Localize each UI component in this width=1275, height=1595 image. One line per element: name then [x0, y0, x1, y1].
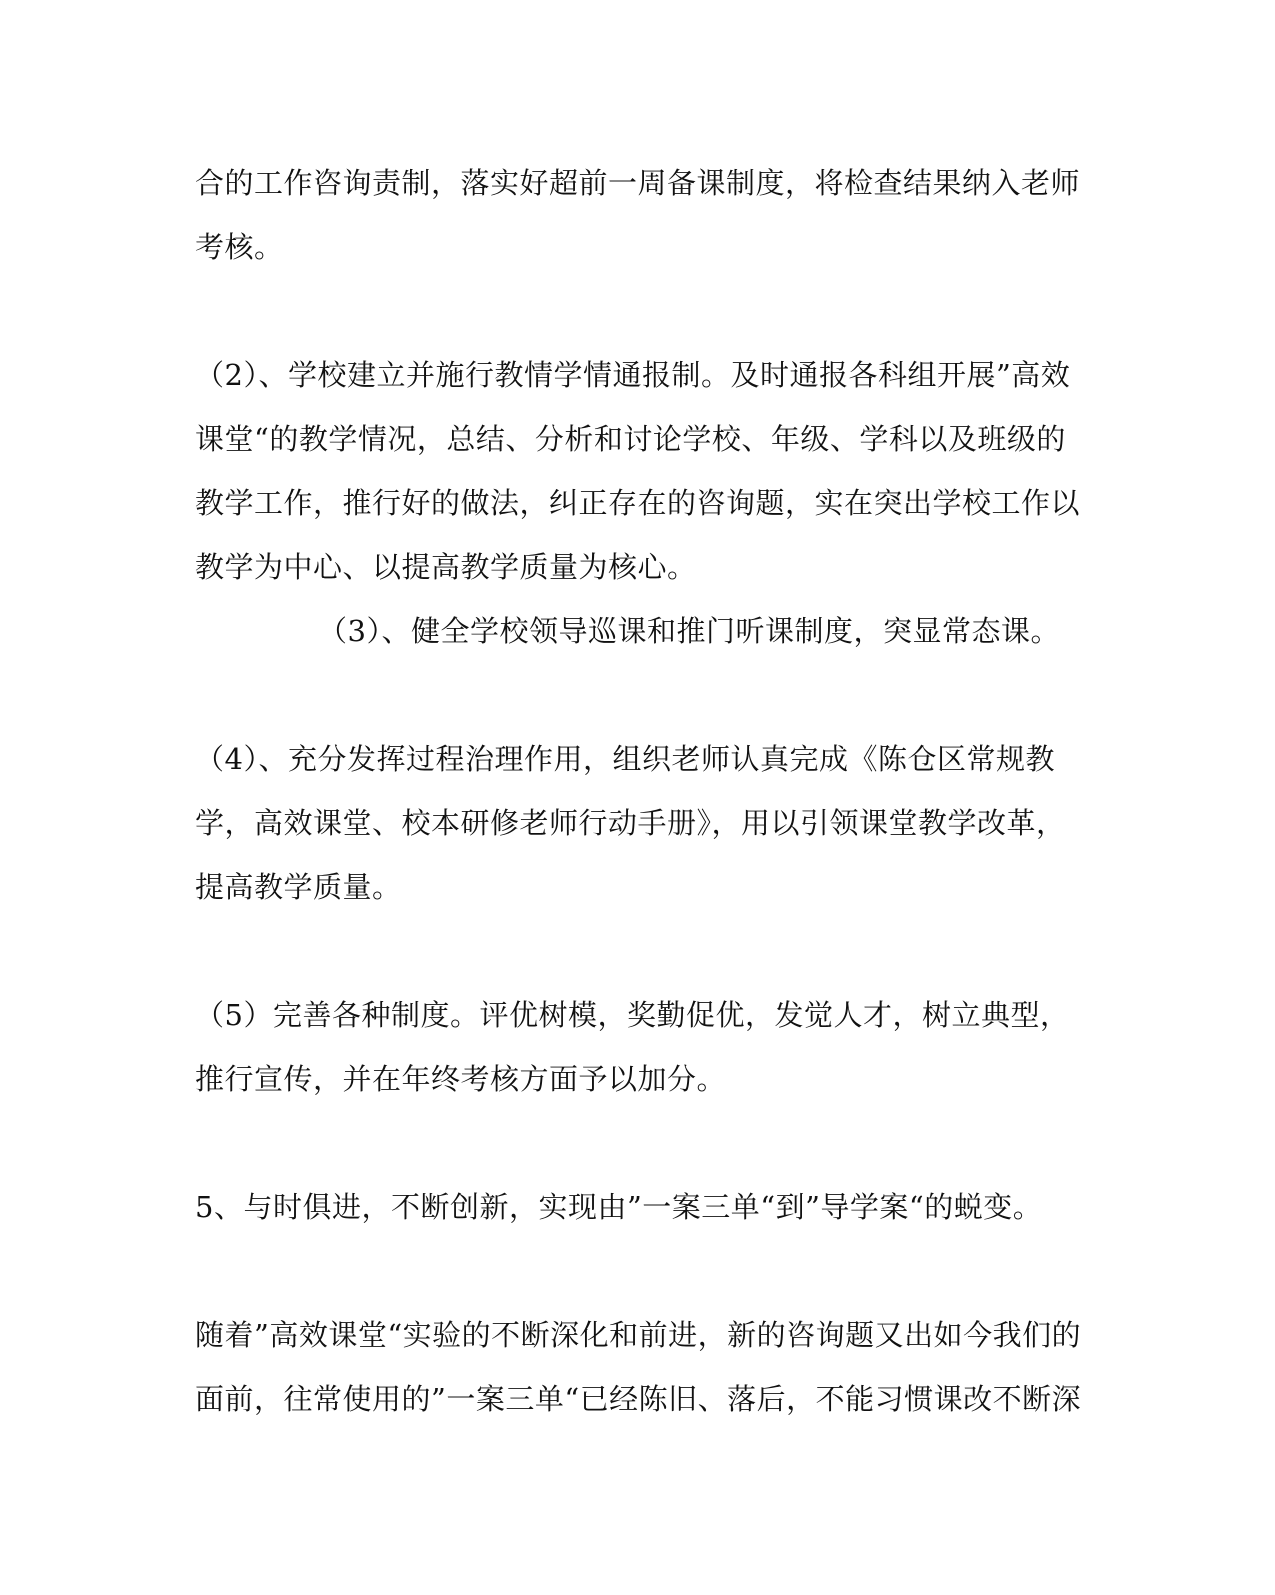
text-line: 教学为中心、以提高教学质量为核心。 [195, 550, 697, 584]
text-line: （4）、充分发挥过程治理作用，组织老师认真完成《陈仓区常规教 [195, 742, 1055, 776]
text-line: 课堂“的教学情况，总结、分析和讨论学校、年级、学科以及班级的 [195, 422, 1066, 456]
text-line: 随着”高效课堂“实验的不断深化和前进，新的咨询题又出如今我们的 [195, 1318, 1082, 1352]
text-line: 面前，往常使用的”一案三单“已经陈旧、落后，不能习惯课改不断深 [195, 1382, 1082, 1416]
text-line: （5）完善各种制度。评优树模，奖勤促优，发觉人才，树立典型， [195, 998, 1070, 1032]
text-line: 合的工作咨询责制，落实好超前一周备课制度，将检查结果纳入老师 [195, 166, 1081, 200]
text-line: 推行宣传，并在年终考核方面予以加分。 [195, 1062, 727, 1096]
text-line: 教学工作，推行好的做法，纠正存在的咨询题，实在突出学校工作以 [195, 486, 1081, 520]
text-line: 提高教学质量。 [195, 870, 402, 904]
text-line: 5、与时俱进，不断创新，实现由”一案三单“到”导学案“的蜕变。 [195, 1190, 1043, 1224]
text-line: （3）、健全学校领导巡课和推门听课制度，突显常态课。 [318, 614, 1060, 648]
text-line: 考核。 [195, 230, 284, 264]
text-line: 学，高效课堂、校本研修老师行动手册》，用以引领课堂教学改革， [195, 806, 1066, 840]
text-line: （2）、学校建立并施行教情学情通报制。及时通报各科组开展”高效 [195, 358, 1071, 392]
